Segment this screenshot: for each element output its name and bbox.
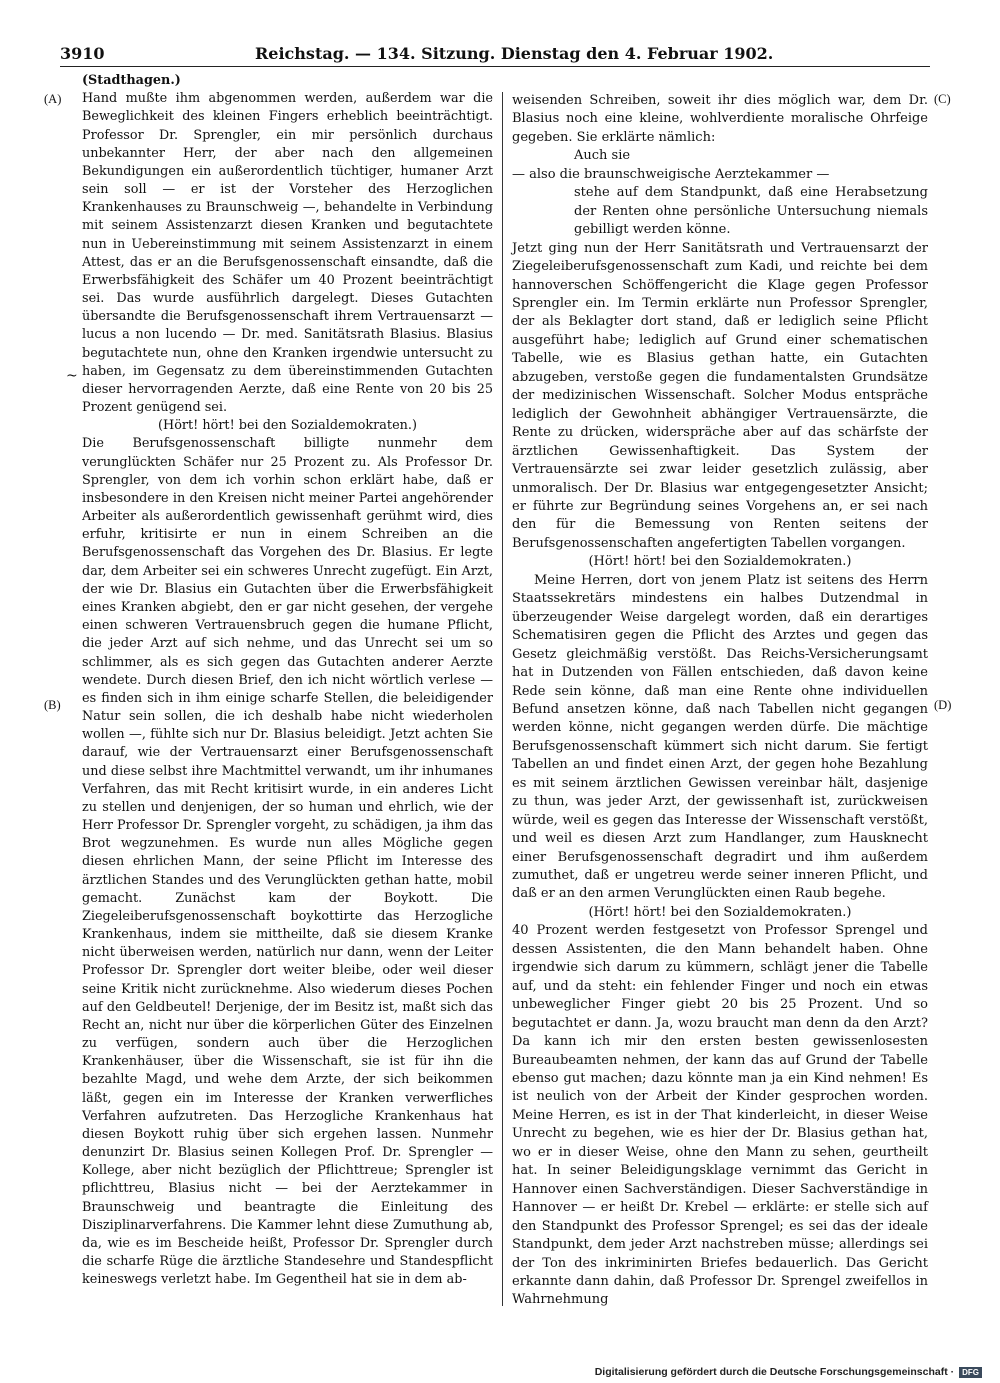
paragraph: Die Berufsgenossenschaft billigte nunmehr dem verunglückten Schäfer nur 25 Prozent zu. Als Professor Dr. Sprengler, von dem ich vorhin schon erklärt habe, daß er insbesondere in den Kreisen nicht meiner Partei angehörender Arbeiter als außerordentlich gewissenhaft gerühmt wird, dies erfuhr, kritisirte er nun in einem Schreiben an die Berufsgenossenschaft das Vorgehen des Dr. Blasius. Er legte dar, dem Arbeiter sei ein schweres Unrecht zugefügt. Ein Arzt, der wie Dr. Blasius ein Gutachten über die Erwerbsfähigkeit eines Kranken abgiebt, den er gar nicht gesehen, der vergehe einen schweren Vertrauensbruch gegen die humane Pflicht, die jeder Arzt auf sich nehme, und das Unrecht sei um so schlimmer, als es sich gegen das Gutachten anderer Aerzte wendete. Durch diesen Brief, den ich nicht wörtlich verlese — es finden sich in ihm einige scharfe Stellen, die beleidigender Natur sein sollen, die ich deshalb habe nicht wiederholen wollen —, fühlte sich nur Dr. Blasius beleidigt. Jetzt achten Sie darauf, wie der Vertrauensarzt einer Berufsgenossenschaft und diese selbst ihre Machtmittel verwandt, um ihr inhumanes Verfahren, das mit Recht kritisirt wurde, in ein anderes Licht zu stellen und denjenigen, der so human und ehrlich, wie der Herr Professor Dr. Sprengler vorgeht, zu schädigen, ja ihm das Brot wegzunehmen. Es wurde nun alles Mögliche gegen diesen ehrlichen Mann, der seine Pflicht im Interesse des ärztlichen Standes und des Verunglückten gethan hatte, mobil gemacht. Zunächst kam der Boykott. Die Ziegeleiberufsgenossenschaft boykottirte das Herzogliche Krankenhaus, indem sie mittheilte, daß sie diesem Kranke nicht überweisen werden, natürlich nur dann, wenn der Leiter Professor Dr. Sprengler dort weiter bleibe, oder weil dieser seine Kritik nicht zurücknehme. Also wiederum dieses Pochen auf den Geldbeutel! Derjenige, der im Besitz ist, maßt sich das Recht an, nicht nur über die körperlichen Güter des Einzelnen zu verfügen, sondern auch über die Herzoglichen Krankenhäuser, über die Wissenschaft, sie ist für ihn die bezahlte Magd, und wehe dem Arzte, der sich beikommen läßt, gegen ein im Interesse der Kranken verwerfliches Verfahren aufzutreten. Das Herzogliche Krankenhaus hat diesen Boykott ruhig über sich ergehen lassen. Nunmehr denunzirt Dr. Blasius seinen Kollegen Prof. Dr. Sprengler — Kollege, aber nicht bezüglich der Pflichttreue; Sprengler ist pflichttreu, Blasius nicht — bei der Aerztekammer in Braunschweig und beantragte die Einleitung des Disziplinarverfahrens. Die Kammer lehnt diese Zumuthung ab, da, wie es im Bescheide heißt, Professor Dr. Sprengler durch die scharfe Rüge die ärztliche Standesehre und Standespflicht keineswegs verletzt habe. Im Gegentheil hat sie in dem ab-	[82, 436, 493, 1288]
paragraph: Jetzt ging nun der Herr Sanitätsrath und Vertrauensarzt der Ziegeleiberufsgenossenschaft zum Kadi, und reichte bei dem hannoverschen Schöffengericht die Klage gegen Professor Sprengler ein. Im Termin erklärte nun Professor Sprengler, der als Beklagter dort stand, daß er lediglich seine Pflicht ausgeführt habe; lediglich auf Grund einer schematischen Tabelle, wie es Blasius gethan hatte, ein Gutachten abzugeben, verstoße gegen die fundamentalsten Grundsätze der medizinischen Wissenschaft. Solcher Modus entspräche lediglich der Gewohnheit abhängiger Vertrauensärzte, die Rente zu drücken, widerspräche aber auf das schärfste der ärztlichen Gewissenhaftigkeit. Das System der Vertrauensärzte sei zwar leider gesetzlich zulässig, aber unmoralisch. Der Dr. Blasius war entgegengesetzter Ansicht; er führte zur Begründung seines Vorgehens an, er sei nach den für die Bemessung von Renten seitens der Berufsgenossenschaften angefertigten Tabellen vorgangen.	[512, 240, 928, 551]
interjection: (Hört! hört! bei den Sozialdemokraten.)	[588, 904, 852, 920]
margin-mark-b: (B)	[44, 698, 61, 712]
quote-text: stehe auf dem Standpunkt, daß eine Herabsetzung der Renten ohne persönliche Untersuchung niemals gebilligt werden könne.	[574, 185, 928, 238]
margin-mark-d: (D)	[934, 698, 952, 712]
margin-tilde-mark: ~	[66, 368, 78, 384]
left-column	[82, 72, 493, 1290]
page-header	[60, 44, 930, 67]
interjection: (Hört! hört! bei den Sozialdemokraten.)	[158, 418, 417, 434]
footer-text: Digitalisierung gefördert durch die Deutsche Forschungsgemeinschaft ·	[594, 1366, 955, 1378]
paragraph: Meine Herren, dort von jenem Platz ist seitens des Herrn Staatssekretärs mindestens ein halbes Dutzendmal in überzeugender Weise dargelegt worden, daß ein derartiges Schematisiren gegen die Pflicht des Arztes und gegen das Gesetz gleichmäßig verstößt. Das Reichs-Versicherungsamt hat in Dutzenden von Fällen entschieden, daß davon keine Rede sein könne, daß man eine Rente ohne individuellen Befund ansetzen könne, daß nach Tabellen nicht gegangen werden könne, nicht gegangen werden dürfe. Die mächtige Berufsgenossenschaft kümmert sich nicht darum. Sie fertigt Tabellen an und findet einen Arzt, der gegen hohe Bezahlung es mit seinem ärztlichen Gewissen vereinbar hält, dasjenige zu thun, was jeder Arzt, der gewissenhaft ist, zurückweisen würde, weil es gegen das Interesse der Wissenschaft verstößt, und weil es diesen Arzt zum Handlanger, zum Hausknecht einer Berufsgenossenschaft degradirt und ihm außerdem zumuthet, daß er ungetreu werde seiner inneren Pflicht, und daß er an den armen Verunglückten einen Raub begehe.	[512, 572, 928, 902]
paragraph: 40 Prozent werden festgesetzt von Professor Sprengel und dessen Assistenten, die den Mann behandelt haben. Ohne irgendwie sich darum zu kümmern, schlägt jener die Tabelle auf, und da steht: ein fehlender Finger und noch ein etwas unbeweglicher Finger giebt 20 bis 25 Prozent. Und so begutachtet er dann. Ja, wozu braucht man denn da den Arzt? Da kann ich mir den ersten besten gewissenlosesten Bureaubeamten nehmen, der kann das auf Grund der Tabelle ebenso gut machen; dazu könnte man ja ein Kind nehmen! Es ist neulich von der Arbeit der Kinder gesprochen worden. Meine Herren, es ist in der That kinderleicht, in dieser Weise Unrecht zu begehen, wie es hier der Dr. Blasius gethan hat, wo er in dieser Weise, ohne den Mann zu sehen, geurtheilt hat. In seiner Beleidigungsklage vernimmt das Gericht in Hannover einen Sachverständigen. Dieser Sachverständige in Hannover — er heißt Dr. Krebel — erklärte: er stelle sich auf den Standpunkt des Professor Sprengel; es sei das der ideale Standpunkt, dem jeder Arzt nachstreben müsse; allerdings sei der Ton des inkriminirten Briefes bedauerlich. Das Gericht erkannte dann dahin, daß Professor Dr. Sprengel zweifellos in Wahrnehmung	[512, 923, 928, 1308]
speaker-name: (Stadthagen.)	[82, 73, 181, 88]
margin-mark-a: (A)	[44, 92, 62, 106]
column-divider	[502, 92, 503, 1306]
right-column	[512, 92, 928, 1310]
paragraph: weisenden Schreiben, soweit ihr dies möglich war, dem Dr. Blasius noch eine kleine, wohlverdiente moralische Ohrfeige gegeben. Sie erklärte nämlich:	[512, 93, 928, 145]
running-title: Reichstag. — 134. Sitzung. Dienstag den 4. Februar 1902.	[255, 44, 774, 63]
quote-insert: — also die braunschweigische Aerztekammer —	[512, 166, 830, 182]
paragraph: Hand mußte ihm abgenommen werden, außerdem war die Beweglichkeit des kleinen Fingers erheblich beeinträchtigt. Professor Dr. Sprengler, ein mir persönlich durchaus unbekannter Herr, der aber nach den allgemeinen Bekundigungen ein außerordentlich tüchtiger, humaner Arzt sein soll — er ist der Vorsteher des Herzoglichen Krankenhauses zu Braunschweig —, behandelte in Verbindung mit seinem Assistenzarzt diesen Kranken und begutachtete nun in Uebereinstimmung mit seinem Assistenzarzt in einem Attest, das er an die Berufsgenossenschaft einsandte, daß die Erwerbsfähigkeit des Schäfer um 40 Prozent beeinträchtigt sei. Das wurde ausführlich dargelegt. Dieses Gutachten übersandte die Berufsgenossenschaft ihrem Vertrauensarzt — lucus a non lucendo — Dr. med. Sanitätsrath Blasius. Blasius begutachtete nun, ohne den Kranken irgendwie untersucht zu haben, im Gegensatz zu dem übereinstimmenden Gutachten dieser hervorragenden Aerzte, daß eine Rente von 20 bis 25 Prozent genügend sei.	[82, 91, 493, 416]
dfg-logo: DFG	[959, 1367, 982, 1378]
page-number: 3910	[60, 44, 105, 63]
margin-mark-c: (C)	[934, 92, 951, 106]
digitization-footer	[595, 1366, 982, 1378]
interjection: (Hört! hört! bei den Sozialdemokraten.)	[588, 554, 852, 570]
quote-line: Auch sie	[574, 148, 631, 164]
